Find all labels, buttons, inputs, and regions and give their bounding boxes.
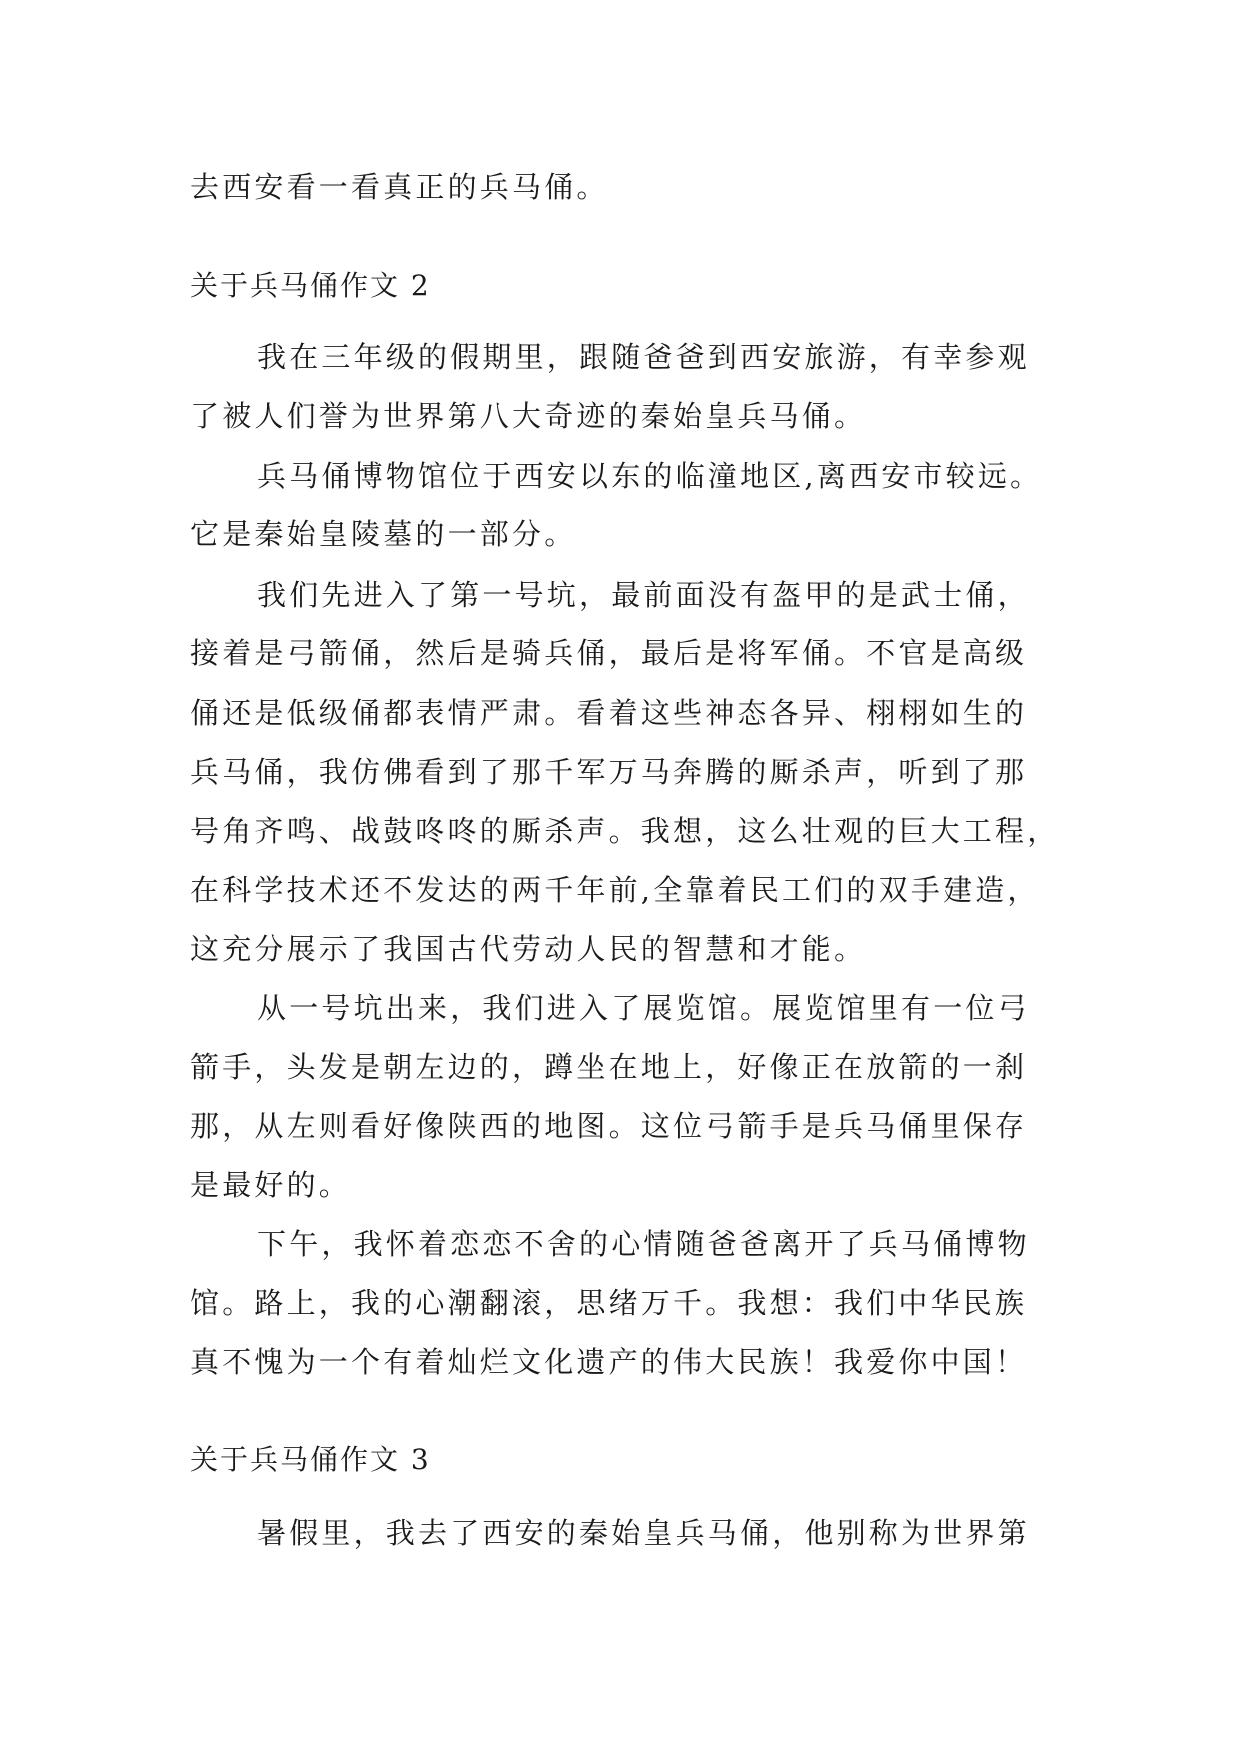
paragraph-line: 兵马俑，我仿佛看到了那千军万马奔腾的厮杀声，听到了那 <box>190 755 1028 789</box>
paragraph-line: 这充分展示了我国古代劳动人民的智慧和才能。 <box>190 932 867 966</box>
paragraph-line: 兵马俑博物馆位于西安以东的临潼地区,离西安市较远。 <box>257 459 1043 493</box>
paragraph-line: 下午，我怀着恋恋不舍的心情随爸爸离开了兵马俑博物 <box>257 1227 1030 1261</box>
paragraph-line: 暑假里，我去了西安的秦始皇兵马俑，他别称为世界第 <box>257 1516 1030 1550</box>
paragraph-line: 在科学技术还不发达的两千年前,全靠着民工们的双手建造， <box>190 873 1040 907</box>
paragraph-line: 接着是弓箭俑，然后是骑兵俑，最后是将军俑。不官是高级 <box>190 636 1028 670</box>
paragraph-line: 俑还是低级俑都表情严肃。看着这些神态各异、栩栩如生的 <box>190 696 1028 730</box>
paragraph-line: 它是秦始皇陵墓的一部分。 <box>190 517 577 551</box>
paragraph-line: 是最好的。 <box>190 1168 352 1202</box>
paragraph-line: 箭手，头发是朝左边的，蹲坐在地上，好像正在放箭的一刹 <box>190 1050 1028 1084</box>
paragraph-line: 了被人们誉为世界第八大奇迹的秦始皇兵马俑。 <box>190 399 867 433</box>
paragraph-line: 从一号坑出来，我们进入了展览馆。展览馆里有一位弓 <box>257 991 1030 1025</box>
paragraph-line: 我在三年级的假期里，跟随爸爸到西安旅游，有幸参观 <box>257 340 1030 374</box>
paragraph-line: 馆。路上，我的心潮翻滚，思绪万千。我想：我们中华民族 <box>190 1286 1028 1320</box>
paragraph-line: 号角齐鸣、战鼓咚咚的厮杀声。我想，这么壮观的巨大工程， <box>190 814 1060 848</box>
section-2-heading: 关于兵马俑作文 2 <box>190 269 431 302</box>
paragraph-line: 那，从左则看好像陕西的地图。这位弓箭手是兵马俑里保存 <box>190 1109 1028 1143</box>
section-3-heading: 关于兵马俑作文 3 <box>190 1443 431 1476</box>
intro-line: 去西安看一看真正的兵马俑。 <box>190 170 609 204</box>
paragraph-line: 真不愧为一个有着灿烂文化遗产的伟大民族！我爱你中国！ <box>190 1345 1028 1379</box>
paragraph-line: 我们先进入了第一号坑，最前面没有盔甲的是武士俑， <box>257 578 1030 612</box>
